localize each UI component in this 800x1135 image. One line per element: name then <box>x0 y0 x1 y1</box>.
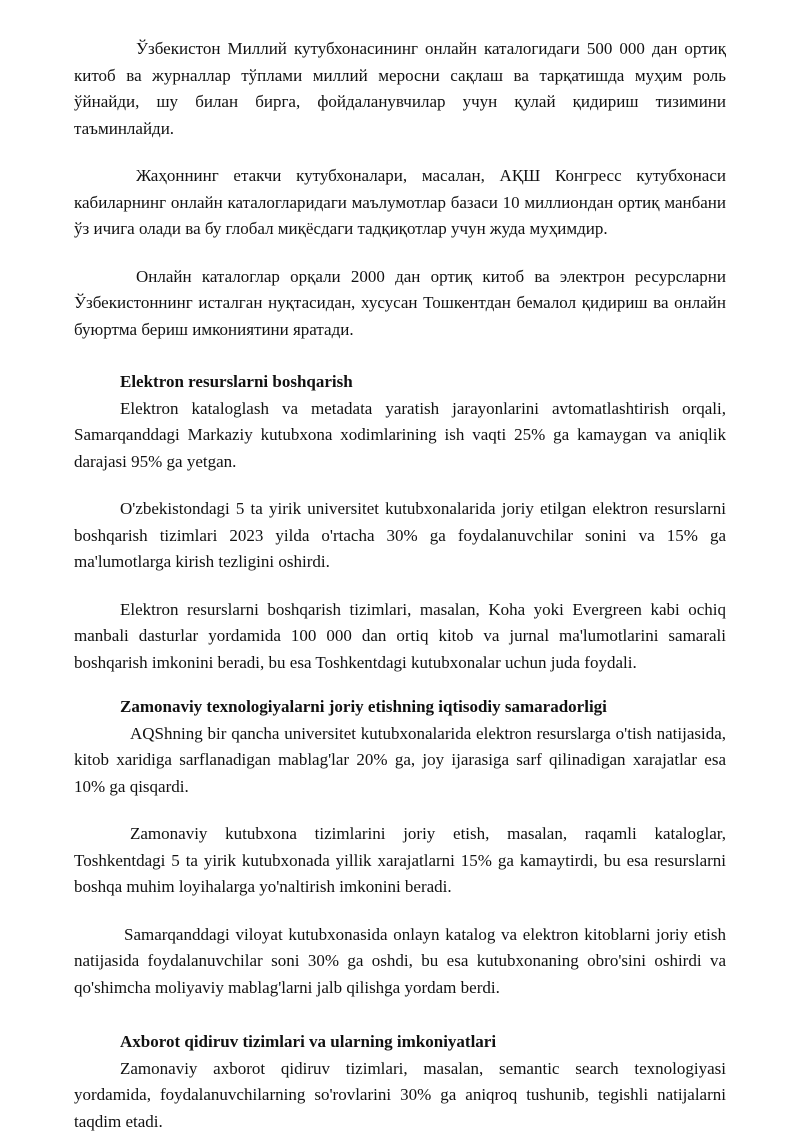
section-paragraph: Samarqanddagi viloyat kutubxonasida onlayn katalog va elektron kitoblarni joriy etish natijasida foydalanuvchilar soni 30% ga oshdi, bu esa kutubxonaning obro'sini oshirdi va qo'shimcha moliyaviy mablag'larni jalb qilishga yordam berdi. <box>74 922 726 1002</box>
section-paragraph: AQShning bir qancha universitet kutubxonalarida elektron resurslarga o'tish natijasida, kitob xaridiga sarflanadigan mablag'lar 20% ga, joy ijarasiga sarf qilinadigan xarajatlar esa 10% ga qisqardi. <box>74 721 726 801</box>
section-heading: Zamonaviy texnologiyalarni joriy etishning iqtisodiy samaradorligi <box>74 694 726 721</box>
section-search-systems <box>74 1029 726 1135</box>
section-paragraph: Elektron kataloglash va metadata yaratish jarayonlarini avtomatlashtirish orqali, Samarqanddagi Markaziy kutubxona xodimlarining ish vaqti 25% ga kamaygan va aniqlik darajasi 95% ga yetgan. <box>74 396 726 476</box>
document-page <box>74 36 726 1135</box>
section-paragraph: Zamonaviy axborot qidiruv tizimlari, masalan, semantic search texnologiyasi yordamida, foydalanuvchilarning so'rovlarini 30% ga aniqroq tushunib, tegishli natijalarni taqdim etadi. <box>74 1056 726 1135</box>
section-paragraph: Elektron resurslarni boshqarish tizimlari, masalan, Koha yoki Evergreen kabi ochiq manbali dasturlar yordamida 100 000 dan ortiq kitob va jurnal ma'lumotlarini samarali boshqarish imkonini beradi, bu esa Toshkentdagi kutubxonalar uchun juda foydali. <box>74 597 726 677</box>
intro-paragraph-1: Ўзбекистон Миллий кутубхонасининг онлайн каталогидаги 500 000 дан ортиқ китоб ва журналлар тўплами миллий меросни сақлаш ва тарқатишда муҳим роль ўйнайди, шу билан бирга, фойдаланувчилар учун қулай қидириш тизимини таъминлайди. <box>74 36 726 142</box>
section-paragraph: Zamonaviy kutubxona tizimlarini joriy etish, masalan, raqamli kataloglar, Toshkentdagi 5 ta yirik kutubxonada yillik xarajatlarni 15% ga kamaytirdi, bu esa resurslarni boshqa muhim loyihalarga yo'naltirish imkonini beradi. <box>74 821 726 901</box>
intro-paragraph-3: Онлайн каталоглар орқали 2000 дан ортиқ китоб ва электрон ресурсларни Ўзбекистоннинг исталган нуқтасидан, хусусан Тошкентдан бемалол қидириш ва онлайн буюртма бериш имкониятини яратади. <box>74 264 726 344</box>
section-heading: Axborot qidiruv tizimlari va ularning imkoniyatlari <box>74 1029 726 1056</box>
intro-paragraph-2: Жаҳоннинг етакчи кутубхоналари, масалан, АҚШ Конгресс кутубхонаси кабиларнинг онлайн каталогларидаги маълумотлар базаси 10 миллиондан ортиқ манбани ўз ичига олади ва бу глобал миқёсдаги тадқиқотлар учун жуда муҳимдир. <box>74 163 726 243</box>
section-paragraph: O'zbekistondagi 5 ta yirik universitet kutubxonalarida joriy etilgan elektron resurslarni boshqarish tizimlari 2023 yilda o'rtacha 30% ga foydalanuvchilar sonini va 15% ga ma'lumotlarga kirish tezligini oshirdi. <box>74 496 726 576</box>
section-heading: Elektron resurslarni boshqarish <box>74 369 726 396</box>
section-electronic-resources <box>74 369 726 676</box>
section-economic-efficiency <box>74 694 726 1001</box>
